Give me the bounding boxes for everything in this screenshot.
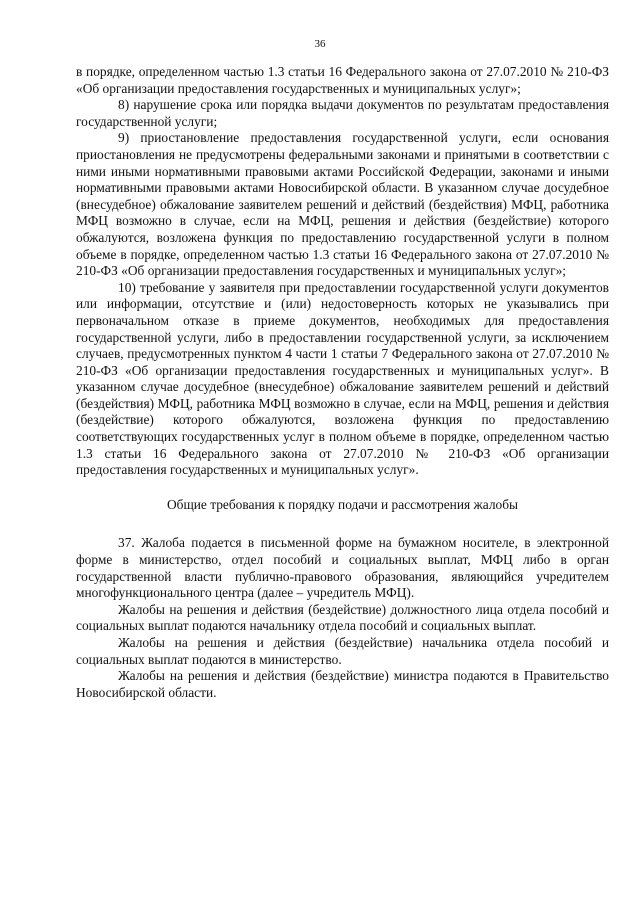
list-item-8: 8) нарушение срока или порядка выдачи документов по результатам предоставления государственной услуги;: [76, 97, 609, 129]
page-number: 36: [314, 38, 326, 50]
list-item-10: 10) требование у заявителя при предоставлении государственной услуги документов или информации, отсутствие и (или) недостоверность которых не указывались при первоначальном отказе в приеме документов, необходимых для предоставления государственной услуги, либо в предоставлении государственной услуги, за исключением случаев, предусмотренных пунктом 4 части 1 статьи 7 Федерального закона от 27.07.2010 № 210-ФЗ «Об организации предоставления государственных и муниципальных услуг». В указанном случае досудебное (внесудебное) обжалование заявителем решений и действий (бездействия) МФЦ, работника МФЦ возможно в случае, если на МФЦ, решения и действия (бездействие) которого обжалуются, возложена функция по предоставлению соответствующих государственных услуг в полном объеме в порядке, определенном частью 1.3 статьи 16 Федерального закона от 27.07.2010 № 210-ФЗ «Об организации предоставления государственных и муниципальных услуг».: [76, 279, 609, 478]
section-heading: Общие требования к порядку подачи и рассмотрения жалобы: [166, 496, 519, 512]
paragraph-continuation: в порядке, определенном частью 1.3 статьи 16 Федерального закона от 27.07.2010 № 210-ФЗ «Об организации предоставления государственных и муниципальных услуг»;: [76, 64, 609, 96]
list-item-9: 9) приостановление предоставления государственной услуги, если основания приостановления не предусмотрены федеральными законами и принятыми в соответствии с ними иными нормативными правовыми актами Российской Федерации, законами и иными нормативными правовыми актами Новосибирской области. В указанном случае досудебное (внесудебное) обжалование заявителем решений и действий (бездействия) МФЦ, работника МФЦ возможно в случае, если на МФЦ, решения и действия (бездействие) которого обжалуются, возложена функция по предоставлению государственной услуги в полном объеме в порядке, определенном частью 1.3 статьи 16 Федерального закона от 27.07.2010 № 210-ФЗ «Об организации предоставления государственных и муниципальных услуг»;: [76, 130, 609, 279]
document-body: [76, 64, 609, 701]
clause-37: 37. Жалоба подается в письменной форме на бумажном носителе, в электронной форме в министерство, отдел пособий и социальных выплат, МФЦ либо в орган государственной власти публично-правового образования, являющийся учредителем многофункционального центра (далее – учредитель МФЦ).: [76, 535, 609, 601]
paragraph-complaints-head: Жалобы на решения и действия (бездействие) начальника отдела пособий и социальных выплат подаются в министерство.: [76, 635, 609, 667]
paragraph-complaints-officer: Жалобы на решения и действия (бездействие) должностного лица отдела пособий и социальных выплат подаются начальнику отдела пособий и социальных выплат.: [76, 601, 609, 634]
paragraph-complaints-minister: Жалобы на решения и действия (бездействие) министра подаются в Правительство Новосибирской области.: [76, 668, 609, 700]
